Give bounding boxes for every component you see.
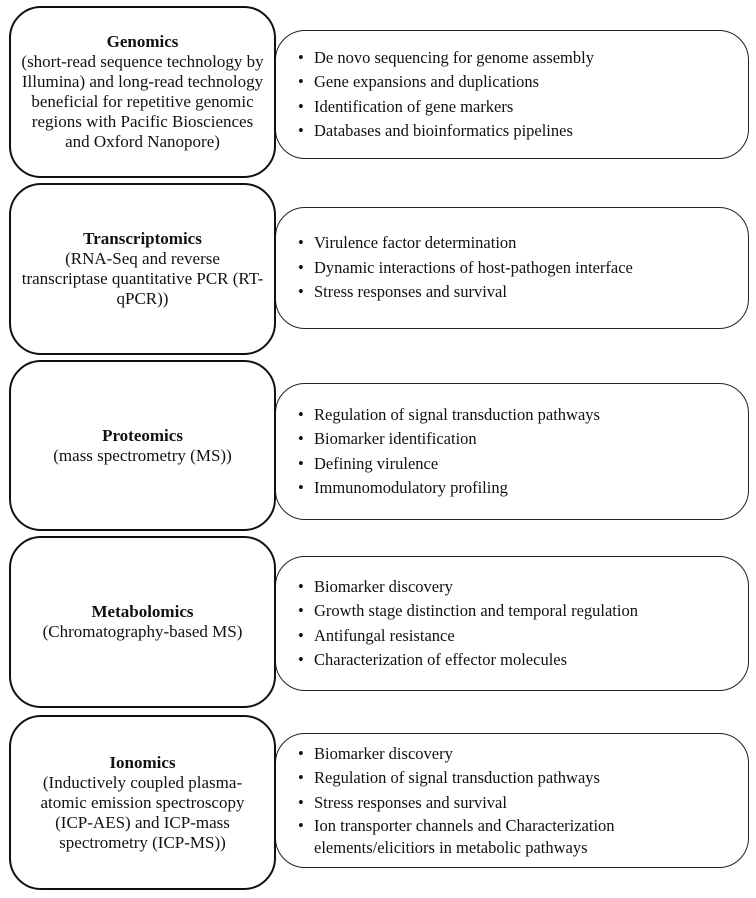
list-item: • Regulation of signal transduction pathways: [304, 766, 738, 791]
bullet-icon: •: [298, 47, 304, 67]
bullet-icon: •: [298, 650, 304, 669]
list-item: • Biomarker identification: [304, 427, 738, 452]
proteomics-applications-list: [298, 403, 738, 501]
bullet-icon: •: [298, 743, 304, 763]
genomics-applications-list: [298, 46, 738, 144]
bullet-icon: •: [298, 96, 304, 116]
transcriptomics-description: (RNA-Seq and reverse transcriptase quantitative PCR (RT-qPCR)): [21, 249, 264, 308]
list-item: • Identification of gene markers: [304, 95, 738, 120]
ionomics-method-box: [9, 715, 276, 890]
metabolomics-title: Metabolomics: [91, 602, 194, 621]
proteomics-description: (mass spectrometry (MS)): [53, 445, 232, 465]
list-item: • De novo sequencing for genome assembly: [304, 46, 738, 71]
bullet-icon: •: [298, 478, 304, 497]
transcriptomics-applications-list: [298, 231, 738, 305]
metabolomics-applications-list: [298, 575, 738, 673]
list-item: • Stress responses and survival: [304, 280, 738, 305]
list-item: • Characterization of effector molecules: [304, 648, 738, 673]
bullet-icon: •: [298, 453, 304, 473]
genomics-method-box: [9, 6, 276, 178]
bullet-icon: •: [298, 816, 304, 836]
transcriptomics-method-box: [9, 183, 276, 355]
list-item: • Databases and bioinformatics pipelines: [304, 119, 738, 144]
list-item: • Ion transporter channels and Characterization elements/elicitiors in metabolic pathways: [298, 816, 615, 858]
genomics-title: Genomics: [106, 32, 179, 51]
list-item: • Antifungal resistance: [304, 624, 738, 649]
genomics-applications-box: [275, 30, 749, 159]
proteomics-applications-box: [275, 383, 749, 520]
list-item: • Virulence factor determination: [304, 231, 738, 256]
list-item: • Stress responses and survival: [304, 791, 738, 816]
list-item: • Biomarker discovery: [304, 575, 738, 600]
metabolomics-applications-box: [275, 556, 749, 691]
transcriptomics-title: Transcriptomics: [83, 229, 202, 248]
bullet-icon: •: [298, 429, 304, 448]
list-item: • Dynamic interactions of host-pathogen interface: [304, 256, 738, 281]
proteomics-method-box: [9, 360, 276, 531]
metabolomics-method-box: [9, 536, 276, 708]
bullet-icon: •: [298, 576, 304, 596]
bullet-icon: •: [298, 72, 304, 91]
bullet-icon: •: [298, 404, 304, 424]
bullet-icon: •: [298, 282, 304, 302]
bullet-icon: •: [298, 601, 304, 620]
bullet-icon: •: [298, 792, 304, 812]
bullet-icon: •: [298, 257, 304, 277]
genomics-description: (short-read sequence technology by Illumina) and long-read technology beneficial for repetitive genomic regions with Pacific Biosciences and Oxford Nanopore): [21, 52, 264, 151]
list-item: • Gene expansions and duplications: [304, 70, 738, 95]
proteomics-title: Proteomics: [102, 425, 183, 445]
bullet-icon: •: [298, 625, 304, 645]
ionomics-applications-list: [298, 742, 738, 860]
transcriptomics-applications-box: [275, 207, 749, 329]
list-item: • Immunomodulatory profiling: [304, 476, 738, 501]
list-item: • Growth stage distinction and temporal regulation: [304, 599, 738, 624]
bullet-icon: •: [298, 233, 304, 253]
ionomics-description: (Inductively coupled plasma-atomic emission spectroscopy (ICP-AES) and ICP-mass spectrometry (ICP-MS)): [40, 772, 245, 852]
ionomics-title: Ionomics: [109, 752, 176, 772]
ionomics-applications-box: [275, 733, 749, 868]
list-item: • Regulation of signal transduction pathways: [304, 403, 738, 428]
bullet-icon: •: [298, 121, 304, 140]
bullet-icon: •: [298, 768, 304, 788]
list-item: • Defining virulence: [304, 452, 738, 477]
metabolomics-description: (Chromatography-based MS): [42, 622, 243, 641]
list-item: • Biomarker discovery: [304, 742, 738, 767]
